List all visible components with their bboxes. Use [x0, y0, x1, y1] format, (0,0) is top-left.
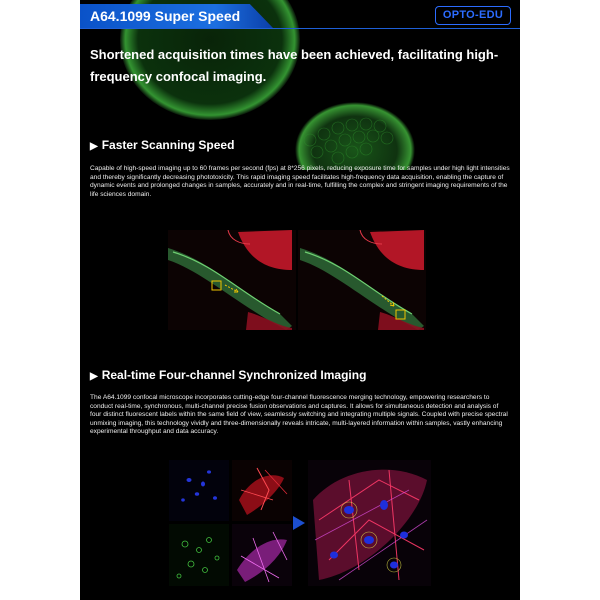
section-body-four-channel: The A64.1099 confocal microscope incorporates cutting-edge four-channel fluorescence merging technology, empowering researchers to conduct real-time, synchronous, multi-channel precise fusion observations and captures. It allows for simultaneous detection and analysis of four distinct fluorescent labels within the same field of view, seamlessly switching and integrating multiple signals. Coupled with precise spectral unmixing imaging, this technology vividly and three-dimensionally reveals intricate, multi-layered information within samples, vastly enhancing experimental throughput and data accuracy. [90, 394, 508, 436]
channel-blue-image [169, 460, 229, 521]
triangle-right-icon: ▶ [90, 141, 98, 152]
section-title-four-channel [90, 368, 366, 382]
section-title-scanning [90, 138, 234, 152]
section-title-text: Real-time Four-channel Synchronized Imaging [101, 368, 367, 382]
channel-red-image [232, 460, 292, 521]
merge-arrow-icon [293, 516, 305, 530]
triangle-right-icon: ▶ [90, 371, 98, 382]
channel-green-image [169, 524, 229, 586]
channel-merged-image [308, 460, 431, 586]
section-title-text: Faster Scanning Speed [101, 138, 235, 152]
scanning-speed-figure [168, 230, 426, 330]
brand-logo: OPTO-EDU [435, 6, 511, 25]
header-divider [80, 28, 520, 29]
section-body-scanning: Capable of high-speed imaging up to 60 frames per second (fps) at 8*256 pixels, reducing exposure time for samples under high light intensities and thereby significantly decreasing phototoxicity. This rapid imaging speed facilitates high-frequency data acquisition, enabling the capture of dynamic events and prolonged changes in samples, accurately and in real-time, fulfilling the complex and stringent imaging requirements of the life sciences domain. [90, 165, 510, 198]
page-title: A64.1099 Super Speed [90, 8, 241, 24]
four-channel-figure [169, 460, 431, 586]
headline: Shortened acquisition times have been achieved, facilitating high-frequency confocal imaging. [90, 47, 499, 84]
channel-magenta-image [232, 524, 292, 586]
product-page [80, 0, 520, 600]
